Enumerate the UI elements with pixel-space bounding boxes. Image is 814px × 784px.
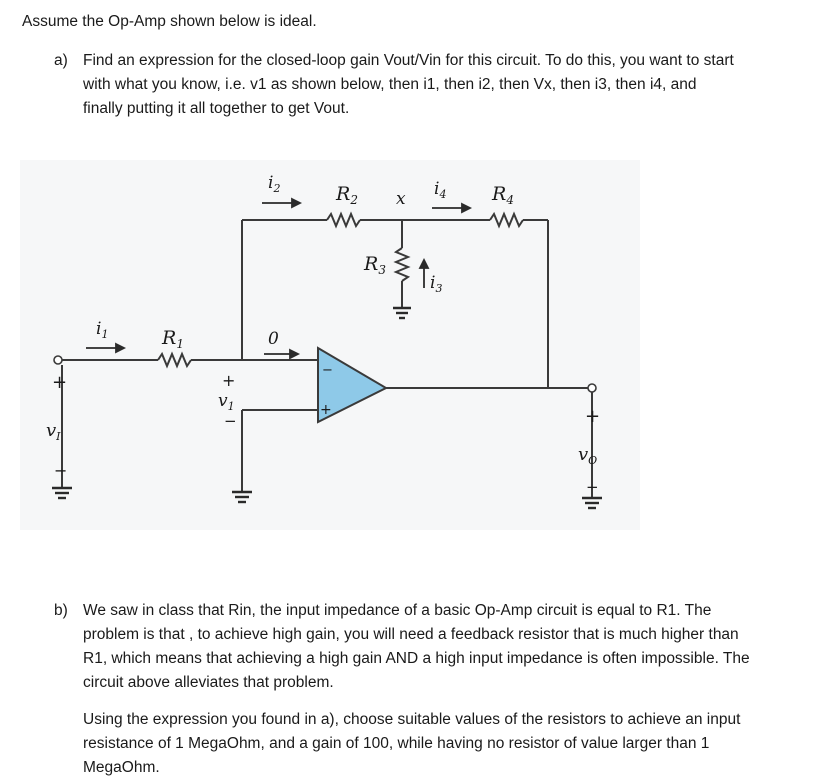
v1-minus-sign: − <box>224 412 237 430</box>
part-b-line: R1, which means that achieving a high gain AND a high input impedance is often impossible. The <box>83 650 750 667</box>
part-b-label: b) <box>54 602 68 619</box>
input-minus-sign: − <box>54 461 68 480</box>
label-r1: $R_1$ <box>162 327 184 351</box>
part-b-text-2 <box>83 708 803 780</box>
part-a-line: Find an expression for the closed-loop gain Vout/Vin for this circuit. To do this, you want to start <box>83 52 734 69</box>
part-b-text <box>83 599 803 695</box>
part-b-line: circuit above alleviates that problem. <box>83 674 334 691</box>
part-a-line: with what you know, i.e. v1 as shown below, then i1, then i2, then Vx, then i3, then i4, and <box>83 76 697 93</box>
label-i4: $i_4$ <box>434 179 447 201</box>
label-i2: $i_2$ <box>268 173 281 195</box>
input-terminal <box>54 356 62 364</box>
part-b2-line: resistance of 1 MegaOhm, and a gain of 100, while having no resistor of value larger than 1 <box>83 735 710 752</box>
part-b2-line: MegaOhm. <box>83 759 160 776</box>
label-v1: $v_1$ <box>218 391 235 413</box>
part-a-line: finally putting it all together to get Vout. <box>83 100 350 117</box>
opamp-minus-sign: − <box>322 363 333 378</box>
label-r2: $R_2$ <box>336 183 358 207</box>
output-minus-sign: − <box>586 478 599 496</box>
input-plus-sign: + <box>52 372 68 393</box>
part-a-text <box>83 49 803 121</box>
label-i1: $i_1$ <box>96 319 109 341</box>
v1-plus-sign: + <box>222 371 236 390</box>
label-vi: $v_I$ <box>46 420 61 443</box>
part-b-line: problem is that , to achieve high gain, you will need a feedback resistor that is much higher than <box>83 626 739 643</box>
label-r4: $R_4$ <box>492 183 514 207</box>
label-i3: $i_3$ <box>430 273 443 295</box>
circuit-diagram <box>0 160 814 540</box>
label-vo: $v_O$ <box>578 444 598 467</box>
output-plus-sign: + <box>585 406 601 427</box>
intro-text: Assume the Op-Amp shown below is ideal. <box>22 13 317 30</box>
opamp-plus-sign: + <box>320 402 332 418</box>
part-b2-line: Using the expression you found in a), choose suitable values of the resistors to achieve an input <box>83 711 741 728</box>
label-zero-current: 0 <box>268 329 279 349</box>
label-r3: $R_3$ <box>364 253 386 277</box>
part-b-line: We saw in class that Rin, the input impedance of a basic Op-Amp circuit is equal to R1. The <box>83 602 712 619</box>
output-terminal <box>588 384 596 392</box>
part-a-label: a) <box>54 52 68 69</box>
label-node-x: x <box>396 189 406 209</box>
